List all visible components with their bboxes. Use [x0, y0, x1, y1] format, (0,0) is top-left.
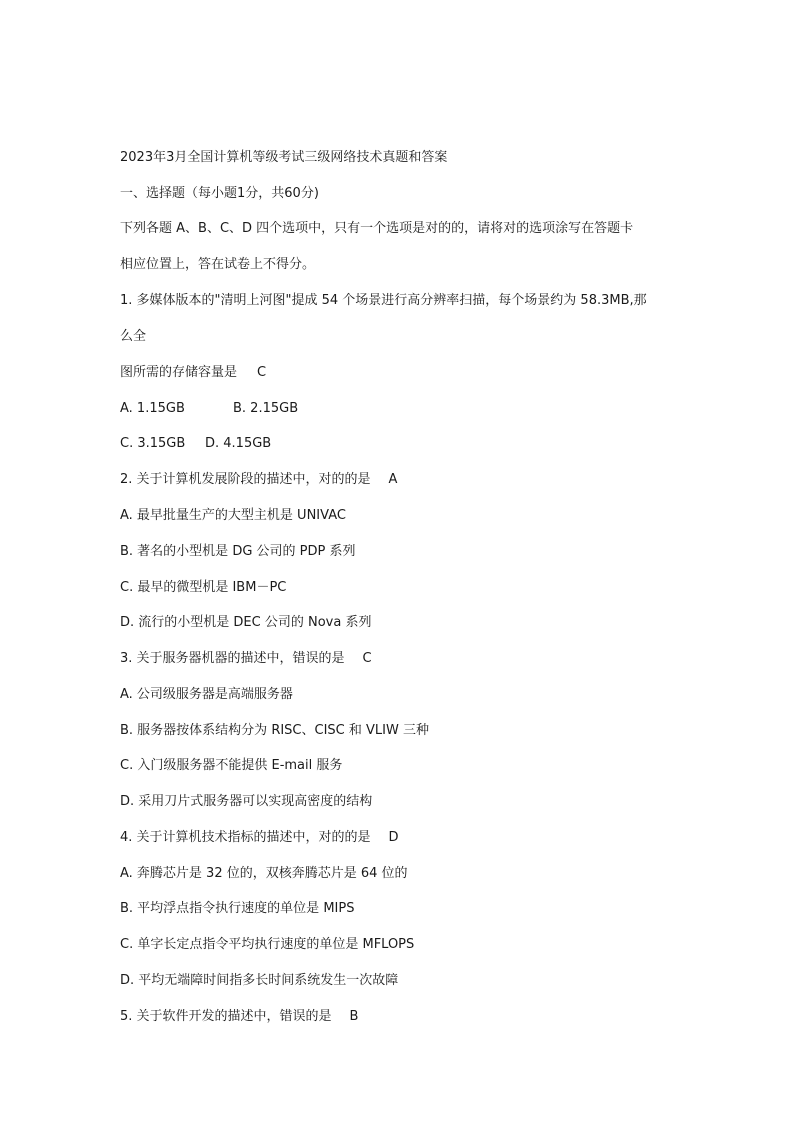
question-3-stem-text: 3. 关于服务器机器的描述中，错误的是: [120, 651, 345, 666]
question-3-stem: [120, 650, 372, 668]
question-2-answer: A: [388, 472, 398, 487]
question-4-option-c: C. 单字长定点指令平均执行速度的单位是 MFLOPS: [120, 937, 415, 952]
question-1-stem-line-1: 1. 多媒体版本的"清明上河图"提成 54 个场景进行高分辨率扫描，每个场景约为 58.3MB,那: [120, 293, 647, 308]
question-4-stem-text: 4. 关于计算机技术指标的描述中，对的的是: [120, 830, 371, 845]
question-1-stem-line-3: [120, 364, 266, 382]
question-4-option-d: D. 平均无端障时间指多长时间系统发生一次故障: [120, 973, 399, 988]
question-1-option-c: C. 3.15GB: [120, 436, 186, 451]
question-2-stem: [120, 471, 397, 489]
instructions-line-1: 下列各题 A、B、C、D 四个选项中，只有一个选项是对的的，请将对的选项涂写在答题卡: [120, 221, 634, 236]
document-title: 2023年3月全国计算机等级考试三级网络技术真题和答案: [120, 150, 448, 165]
question-4-option-a: A. 奔腾芯片是 32 位的，双核奔腾芯片是 64 位的: [120, 866, 408, 881]
question-4-option-b: B. 平均浮点指令执行速度的单位是 MIPS: [120, 901, 355, 916]
question-1-options-row-2: [120, 435, 271, 453]
question-3-answer: C: [362, 651, 372, 666]
question-5-stem-text: 5. 关于软件开发的描述中，错误的是: [120, 1009, 332, 1024]
question-2-stem-text: 2. 关于计算机发展阶段的描述中，对的的是: [120, 472, 371, 487]
question-1-stem-text: 图所需的存储容量是: [120, 365, 238, 380]
question-5-stem: [120, 1008, 358, 1026]
question-2-option-b: B. 著名的小型机是 DG 公司的 PDP 系列: [120, 544, 356, 559]
question-3-option-d: D. 采用刀片式服务器可以实现高密度的结构: [120, 794, 373, 809]
question-1-options-row-1: [120, 400, 298, 418]
question-3-option-a: A. 公司级服务器是高端服务器: [120, 687, 293, 702]
question-2-option-d: D. 流行的小型机是 DEC 公司的 Nova 系列: [120, 615, 372, 630]
question-1-answer: C: [257, 365, 267, 380]
question-1-option-a: A. 1.15GB: [120, 401, 185, 416]
question-3-option-c: C. 入门级服务器不能提供 E-mail 服务: [120, 758, 343, 773]
question-2-option-a: A. 最早批量生产的大型主机是 UNIVAC: [120, 508, 346, 523]
question-1-option-d: D. 4.15GB: [205, 436, 272, 451]
question-3-option-b: B. 服务器按体系结构分为 RISC、CISC 和 VLIW 三种: [120, 723, 429, 738]
question-2-option-c: C. 最早的微型机是 IBM－PC: [120, 580, 287, 595]
question-4-stem: [120, 829, 399, 847]
instructions-line-2: 相应位置上，答在试卷上不得分。: [120, 257, 316, 272]
question-4-answer: D: [388, 830, 399, 845]
section-heading: 一、选择题（每小题1分，共60分): [120, 186, 319, 201]
question-1-option-b: B. 2.15GB: [233, 401, 299, 416]
question-5-answer: B: [349, 1009, 359, 1024]
question-1-stem-line-2: 么全: [120, 329, 147, 344]
